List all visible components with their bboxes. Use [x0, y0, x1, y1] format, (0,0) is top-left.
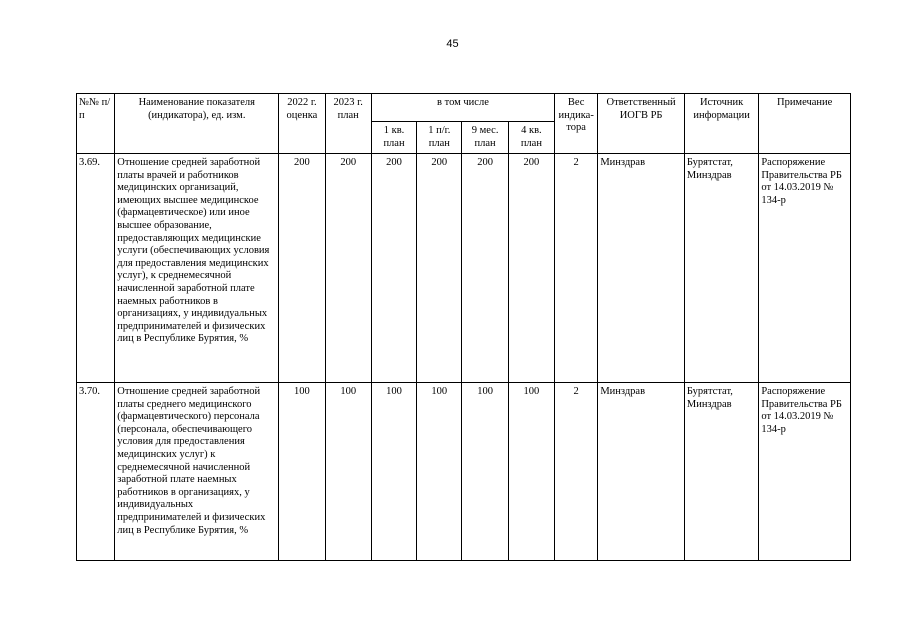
header-h1: 1 п/г. план	[417, 122, 462, 154]
responsible-body: Минздрав	[598, 383, 685, 561]
value-2023: 100	[325, 383, 371, 561]
value-h1: 200	[417, 154, 462, 383]
value-2022: 100	[279, 383, 325, 561]
row-num: 3.70.	[77, 383, 115, 561]
page-number: 45	[446, 38, 459, 50]
row-num: 3.69.	[77, 154, 115, 383]
note: Распоряжение Правительства РБ от 14.03.2019 № 134-р	[759, 154, 851, 383]
indicator-name: Отношение средней заработной платы среднего медицинского (фармацевтического) персонала (персонала, обеспечивающего условия для предоставления медицинских услуг) к среднемесячной начисленной заработной плате наемных работников в организациях, у индивидуальных предпринимателей и физических лиц в Республике Бурятия, %	[115, 383, 279, 561]
header-9m: 9 мес. план	[462, 122, 508, 154]
header-num: №№ п/п	[77, 94, 115, 154]
information-source: Бурятстат, Минздрав	[684, 383, 758, 561]
header-responsible: Ответственный ИОГВ РБ	[598, 94, 685, 154]
header-2022: 2022 г. оценка	[279, 94, 325, 154]
value-9m: 200	[462, 154, 508, 383]
indicators-table	[76, 93, 851, 561]
header-2023: 2023 г. план	[325, 94, 371, 154]
information-source: Бурятстат, Минздрав	[684, 154, 758, 383]
value-q1: 100	[371, 383, 416, 561]
value-2022: 200	[279, 154, 325, 383]
header-name: Наименование показателя (индикатора), ед. изм.	[115, 94, 279, 154]
value-q4: 200	[508, 154, 554, 383]
responsible-body: Минздрав	[598, 154, 685, 383]
header-weight: Вес индика-тора	[555, 94, 598, 154]
value-q1: 200	[371, 154, 416, 383]
indicator-name: Отношение средней заработной платы врачей и работников медицинских организаций, имеющих высшее медицинское (фармацевтическое) или иное высшее образование, предоставляющих медицинские услуги (обеспечивающих условия для предоставления медицинских услуг), к среднемесячной начисленной заработной плате наемных работников в организациях, у индивидуальных предпринимателей и физических лиц в Республике Бурятия, %	[115, 154, 279, 383]
value-9m: 100	[462, 383, 508, 561]
table-row	[77, 154, 851, 383]
value-h1: 100	[417, 383, 462, 561]
header-note: Примечание	[759, 94, 851, 154]
indicator-weight: 2	[555, 383, 598, 561]
value-q4: 100	[508, 383, 554, 561]
indicator-weight: 2	[555, 154, 598, 383]
header-q1: 1 кв. план	[371, 122, 416, 154]
header-source: Источник информации	[684, 94, 758, 154]
table-header	[77, 94, 851, 154]
table-row	[77, 383, 851, 561]
header-group: в том числе	[371, 94, 554, 122]
note: Распоряжение Правительства РБ от 14.03.2019 № 134-р	[759, 383, 851, 561]
value-2023: 200	[325, 154, 371, 383]
header-q4: 4 кв. план	[508, 122, 554, 154]
